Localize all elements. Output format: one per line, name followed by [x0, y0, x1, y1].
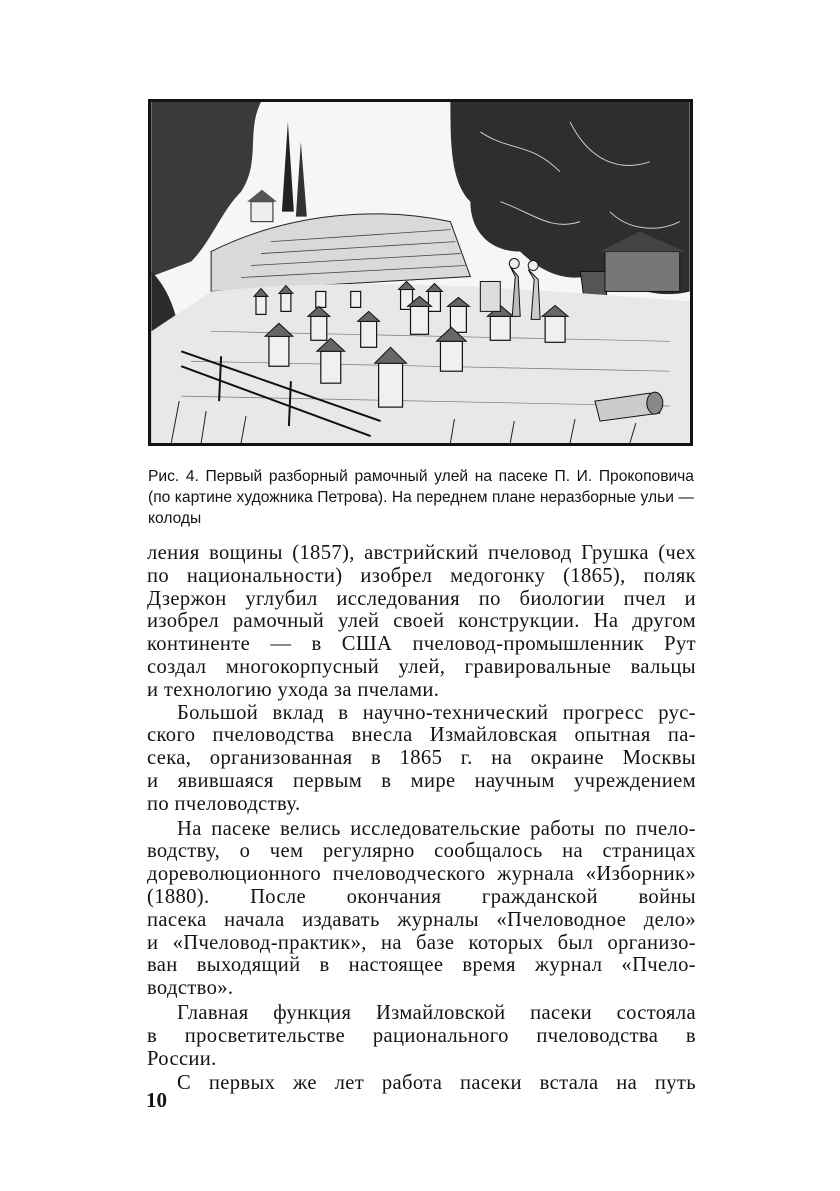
figure-caption [148, 466, 694, 529]
text-line: водству, о чем регулярно сообщалось на страницах [147, 840, 696, 863]
illustration-apiary [148, 99, 693, 446]
text-line: Главная функция Измайловской пасеки состояла [177, 1001, 696, 1024]
text-line: и технологию ухода за пчелами. [147, 678, 440, 701]
figure-label: Рис. 4. [148, 468, 199, 485]
text-line: по национальности) изобрел медогонку (1865), поляк [147, 564, 696, 587]
text-line: и явившаяся первым в мире научным учреждением [147, 769, 696, 792]
text-line: ван выходящий в настоящее время журнал «Пчело- [147, 954, 696, 977]
page-number: 10 [146, 1088, 167, 1112]
text-line: Большой вклад в научно-технический прогресс рус- [177, 701, 696, 724]
text-line: ского пчеловодства внесла Измайловская опытная па- [147, 724, 696, 747]
text-line: и «Пчеловод-практик», на базе которых был организо- [147, 931, 696, 954]
apiary-drawing [151, 102, 690, 443]
text-line: в просветительстве рационального пчеловодства в [147, 1024, 696, 1047]
figure-caption-text: Первый разборный рамочный улей на пасеке П. И. Прокоповича (по картине художника Петрова). На переднем плане неразборные ульи — колоды [148, 468, 694, 527]
text-line: ления вощины (1857), австрийский пчеловод Грушка (чех [147, 542, 696, 564]
text-line: водство». [147, 977, 234, 1000]
text-line: изобрел рамочный улей своей конструкции. На другом [147, 610, 696, 633]
text-line: пасека начала издавать журналы «Пчеловодное дело» [147, 908, 696, 931]
text-line: дореволюционного пчеловодческого журнала «Изборник» (1880). После окончания гражданской войны [147, 863, 696, 908]
text-line: России. [147, 1047, 217, 1070]
text-line: континенте — в США пчеловод-промышленник Рут [147, 633, 696, 656]
text-line: С первых же лет работа пасеки встала на путь [177, 1072, 696, 1095]
text-line: создал многокорпусный улей, гравировальные вальцы [147, 655, 696, 678]
body-text [147, 542, 696, 1095]
text-line: сека, организованная в 1865 г. на окраине Москвы [147, 747, 696, 770]
text-line: Дзержон углубил исследования по биологии пчел и [147, 587, 696, 610]
text-line: по пчеловодству. [147, 792, 301, 815]
text-line: На пасеке велись исследовательские работы по пчело- [177, 817, 696, 840]
